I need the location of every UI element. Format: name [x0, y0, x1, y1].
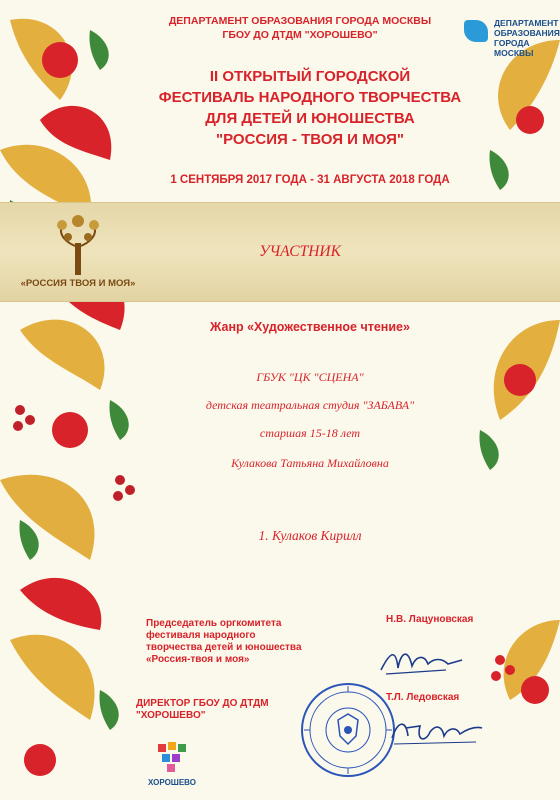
- left-floral-ornament: [0, 0, 150, 800]
- festival-logo-text: «РОССИЯ ТВОЯ И МОЯ»: [20, 278, 136, 289]
- department-logo-text: ДЕПАРТАМЕНТ ОБРАЗОВАНИЯ ГОРОДА МОСКВЫ: [494, 18, 560, 58]
- school-logo-icon: [142, 738, 202, 778]
- header-line-school: ГБОУ ДО ДТДМ "ХОРОШЕВО": [222, 29, 378, 41]
- teacher-name: Кулакова Татьяна Михайловна: [231, 456, 389, 470]
- festival-dates: 1 СЕНТЯБРЯ 2017 ГОДА - 31 АВГУСТА 2018 ГОДА: [170, 174, 450, 186]
- festival-logo: [16, 213, 140, 293]
- participant-name: 1. Кулаков Кирилл: [258, 528, 362, 543]
- department-logo-icon: [464, 20, 488, 42]
- director-name: Т.Л. Ледовская: [386, 692, 460, 703]
- director-title: ДИРЕКТОР ГБОУ ДО ДТДМ "ХОРОШЕВО": [136, 698, 269, 721]
- official-stamp: [298, 680, 398, 780]
- age-group: старшая 15-18 лет: [259, 426, 361, 440]
- status-banner: [0, 202, 560, 302]
- chair-name: Н.В. Лацуновская: [386, 614, 474, 625]
- participant-status: УЧАСТНИК: [259, 243, 341, 260]
- header-line-department: ДЕПАРТАМЕНТ ОБРАЗОВАНИЯ ГОРОДА МОСКВЫ: [168, 15, 432, 27]
- issuer-header: [150, 14, 450, 42]
- chair-signature: [376, 640, 466, 680]
- studio-name: детская театральная студия "ЗАБАВА": [205, 398, 415, 412]
- chair-title: Председатель оргкомитета фестиваля народного творчества детей и юношества «Россия-твоя и моя»: [146, 618, 302, 665]
- organization-name: ГБУК "ЦК "СЦЕНА": [256, 370, 364, 384]
- school-logo-text: ХОРОШЕВО: [148, 778, 196, 787]
- department-logo: [464, 14, 560, 58]
- festival-title: II ОТКРЫТЫЙ ГОРОДСКОЙ ФЕСТИВАЛЬ НАРОДНОГО ТВОРЧЕСТВА ДЛЯ ДЕТЕЙ И ЮНОШЕСТВА "РОССИЯ - ТВОЯ И МОЯ": [158, 68, 462, 148]
- genre-title: Жанр «Художественное чтение»: [210, 320, 410, 334]
- school-logo: [142, 738, 202, 796]
- director-signature: [386, 712, 486, 752]
